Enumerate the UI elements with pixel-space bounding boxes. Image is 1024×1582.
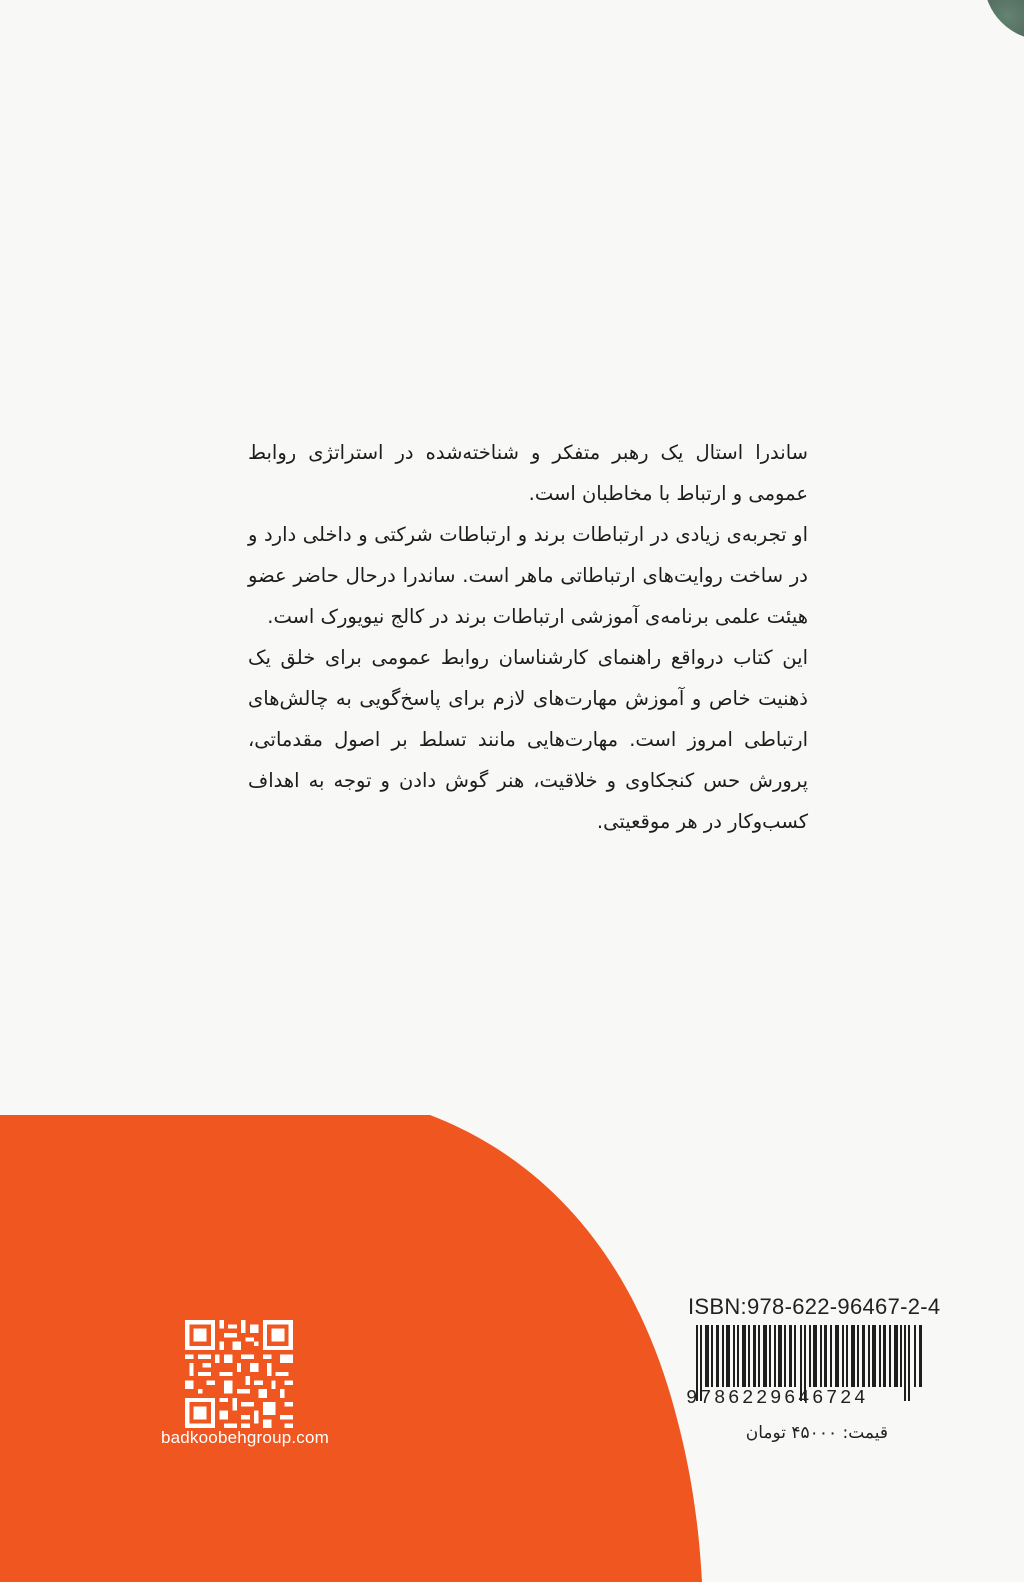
price-label: قیمت: ۴۵۰۰۰ تومان: [745, 1423, 888, 1443]
qr-code-icon: [185, 1320, 293, 1428]
publisher-website-url: badkoobehgroup.com: [160, 1428, 330, 1447]
isbn-label: ISBN:978-622-96467-2-4: [688, 1294, 941, 1319]
barcode-digits: 9786229646724: [686, 1387, 869, 1409]
blurb-paragraph-author: ساندرا استال یک رهبر متفکر و شناخته‌شده در استراتژی روابط عمومی و ارتباط با مخاطبان است.: [248, 441, 808, 505]
blurb-paragraph-book: این کتاب درواقع راهنمای کارشناسان روابط عمومی برای خلق یک ذهنیت خاص و آموزش مهارت‌های لازم برای پاسخ‌گویی به چالش‌های ارتباطی امروز است. مهارت‌هایی مانند تسلط بر اصول مقدماتی، پرورش حس کنجکاوی و خلاقیت، هنر گوش دادن و توجه به اهداف کسب‌وکار در هر موقعیتی.: [248, 646, 808, 833]
cover-corner-shadow: [984, 0, 1024, 40]
author-bio-blurb: [248, 432, 808, 842]
blurb-paragraph-experience: او تجربه‌ی زیادی در ارتباطات برند و ارتباطات شرکتی و داخلی دارد و در ساخت روایت‌های ارتباطاتی ماهر است. ساندرا درحال حاضر عضو هیئت علمی برنامه‌ی آموزشی ارتباطات برند در کالج نیویورک است.: [248, 523, 808, 628]
